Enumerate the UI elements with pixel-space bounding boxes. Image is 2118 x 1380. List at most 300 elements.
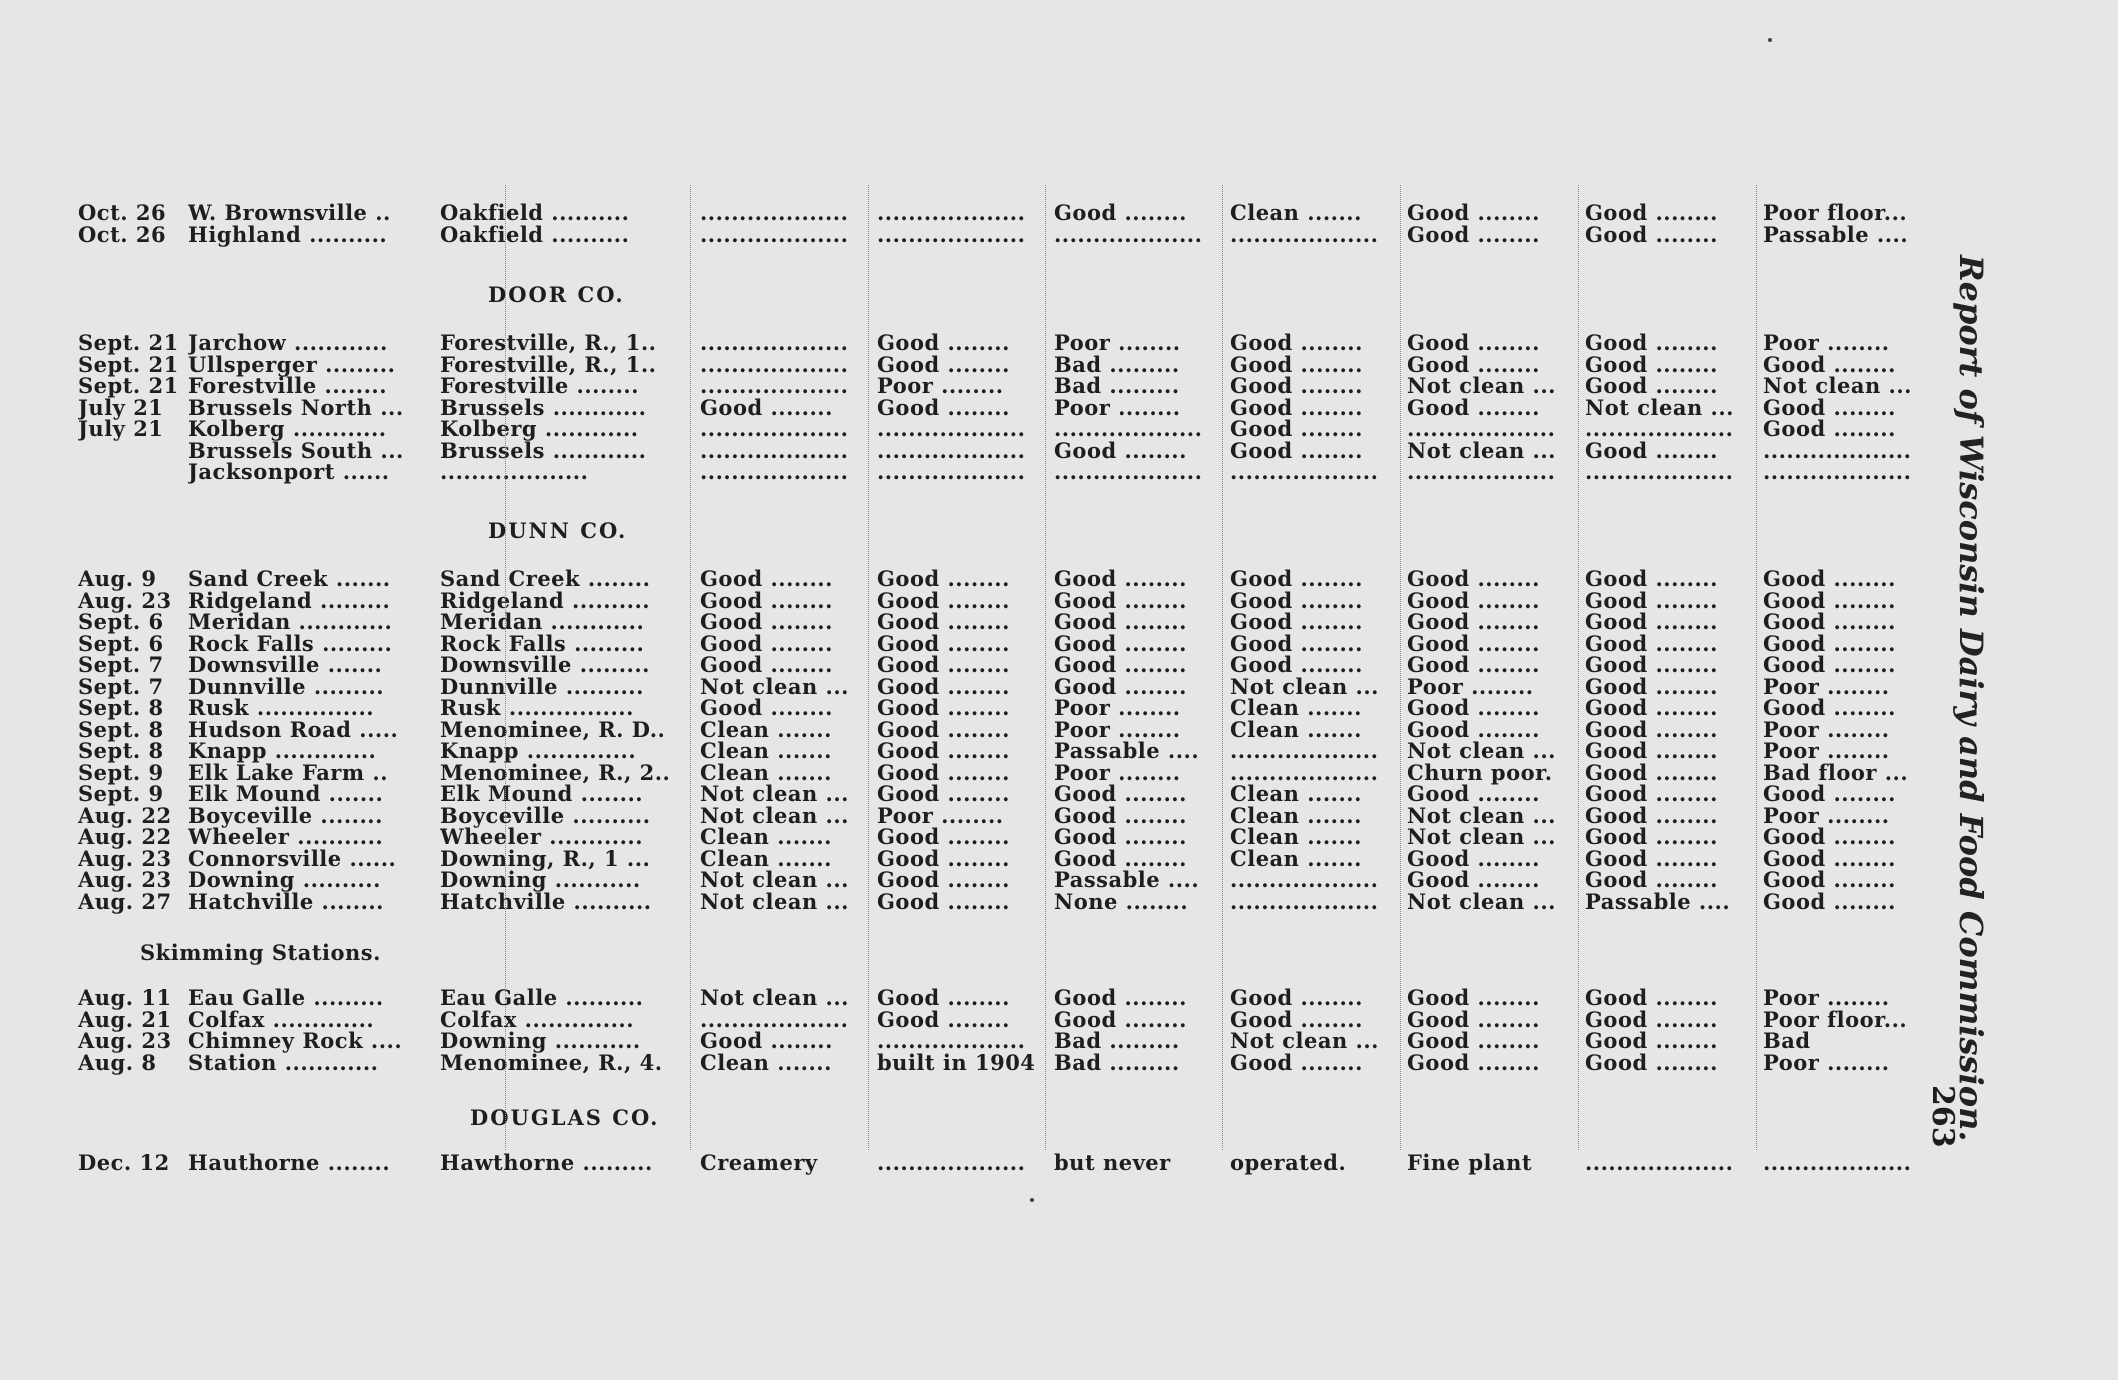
- cell-date: Aug. 23: [78, 845, 172, 871]
- cell-c4: Good ........: [1230, 630, 1363, 656]
- cell-c6: Good ........: [1585, 566, 1718, 591]
- cell-c6: Good ........: [1585, 716, 1718, 742]
- cell-c2: Poor ........: [877, 802, 1004, 828]
- cell-date: Aug. 23: [78, 867, 172, 892]
- cell-c4: Good ........: [1230, 1006, 1363, 1032]
- cell-c4: Clean .......: [1230, 716, 1362, 742]
- cell-c7: Bad: [1763, 1028, 1811, 1053]
- cell-c7: Good ........: [1763, 566, 1896, 591]
- cell-c1: Good ........: [700, 394, 833, 420]
- section-heading: DUNN CO.: [488, 518, 628, 543]
- cell-c5: Poor ........: [1407, 673, 1534, 699]
- cell-c7: Poor ........: [1763, 673, 1890, 699]
- cell-c1: Good ........: [700, 1028, 833, 1053]
- cell-name: Kolberg ............: [188, 416, 387, 441]
- cell-name: Jarchow ............: [188, 330, 388, 355]
- cell-c2: Good ........: [877, 609, 1010, 634]
- cell-c1: Not clean ...: [700, 985, 849, 1010]
- cell-c4: Good ........: [1230, 566, 1363, 591]
- cell-c3: Poor ........: [1054, 759, 1181, 785]
- cell-c7: Good ........: [1763, 351, 1896, 377]
- cell-c7: ...................: [1763, 1150, 1912, 1175]
- cell-c7: Bad floor ...: [1763, 759, 1909, 785]
- cell-c6: Good ........: [1585, 609, 1718, 634]
- cell-po: Ridgeland ..........: [440, 587, 651, 613]
- cell-c4: Good ........: [1230, 351, 1363, 377]
- cell-c7: Good ........: [1763, 781, 1896, 806]
- cell-c1: ...................: [700, 351, 849, 377]
- cell-c1: Not clean ...: [700, 888, 849, 914]
- cell-c5: Good ........: [1407, 716, 1540, 742]
- cell-c5: Good ........: [1407, 1006, 1540, 1032]
- cell-c1: Good ........: [700, 695, 833, 720]
- cell-c6: Good ........: [1585, 824, 1718, 849]
- cell-date: Sept. 8: [78, 738, 164, 763]
- cell-c6: ...................: [1585, 459, 1734, 484]
- cell-c1: Not clean ...: [700, 802, 849, 828]
- cell-date: Sept. 9: [78, 759, 164, 785]
- cell-c2: Good ........: [877, 587, 1010, 613]
- cell-c2: ...................: [877, 221, 1026, 247]
- cell-c1: Good ........: [700, 652, 833, 677]
- cell-c7: ...................: [1763, 437, 1912, 463]
- cell-c5: Good ........: [1407, 330, 1540, 355]
- cell-c1: Good ........: [700, 587, 833, 613]
- cell-c4: Good ........: [1230, 416, 1363, 441]
- cell-c1: Good ........: [700, 609, 833, 634]
- cell-c2: Good ........: [877, 673, 1010, 699]
- cell-c6: Good ........: [1585, 330, 1718, 355]
- cell-c7: Passable ....: [1763, 221, 1909, 247]
- cell-c7: Poor floor...: [1763, 200, 1908, 225]
- cell-c6: Passable ....: [1585, 888, 1731, 914]
- cell-c5: Not clean ...: [1407, 824, 1556, 849]
- cell-date: Aug. 21: [78, 1006, 172, 1032]
- cell-c5: Good ........: [1407, 394, 1540, 420]
- cell-name: Jacksonport ......: [188, 459, 390, 484]
- cell-c2: Good ........: [877, 566, 1010, 591]
- cell-c4: Good ........: [1230, 330, 1363, 355]
- cell-c5: Good ........: [1407, 1028, 1540, 1053]
- cell-c2: Good ........: [877, 781, 1010, 806]
- cell-date: Aug. 9: [78, 566, 157, 591]
- cell-c3: Good ........: [1054, 824, 1187, 849]
- cell-c1: Not clean ...: [700, 673, 849, 699]
- cell-c1: Good ........: [700, 630, 833, 656]
- cell-c6: Good ........: [1585, 221, 1718, 247]
- paper-speck: [1030, 1198, 1034, 1202]
- cell-date: Sept. 21: [78, 330, 179, 355]
- cell-c3: Good ........: [1054, 609, 1187, 634]
- cell-date: Sept. 7: [78, 652, 164, 677]
- cell-c7: Poor ........: [1763, 985, 1890, 1010]
- cell-c7: ...................: [1763, 459, 1912, 484]
- column-rule: [505, 185, 506, 1150]
- cell-po: Rock Falls .........: [440, 630, 645, 656]
- cell-c5: Good ........: [1407, 845, 1540, 871]
- cell-c2: ...................: [877, 437, 1026, 463]
- cell-c4: Clean .......: [1230, 781, 1362, 806]
- cell-po: Oakfield ..........: [440, 221, 630, 247]
- cell-c3: but never: [1054, 1150, 1171, 1175]
- cell-c4: operated.: [1230, 1150, 1347, 1175]
- cell-po: Kolberg ............: [440, 416, 639, 441]
- paper-speck: [1768, 38, 1772, 42]
- cell-c7: Good ........: [1763, 824, 1896, 849]
- cell-c1: Not clean ...: [700, 781, 849, 806]
- cell-c5: Good ........: [1407, 695, 1540, 720]
- cell-date: Oct. 26: [78, 200, 167, 225]
- cell-c1: ...................: [700, 1006, 849, 1032]
- section-heading: DOOR CO.: [488, 282, 625, 307]
- cell-c6: Good ........: [1585, 802, 1718, 828]
- cell-c7: Poor ........: [1763, 738, 1890, 763]
- cell-c3: Good ........: [1054, 985, 1187, 1010]
- cell-c2: Good ........: [877, 652, 1010, 677]
- cell-c4: Clean .......: [1230, 845, 1362, 871]
- cell-c7: Good ........: [1763, 587, 1896, 613]
- cell-date: Aug. 11: [78, 985, 172, 1010]
- cell-date: Aug. 27: [78, 888, 172, 914]
- column-rule: [1222, 185, 1223, 1150]
- section-heading: DOUGLAS CO.: [470, 1105, 660, 1130]
- cell-c3: Good ........: [1054, 1006, 1187, 1032]
- cell-po: Rusk ................: [440, 695, 634, 720]
- cell-c4: Good ........: [1230, 437, 1363, 463]
- cell-c3: Good ........: [1054, 845, 1187, 871]
- cell-c1: Not clean ...: [700, 867, 849, 892]
- cell-c5: Good ........: [1407, 1049, 1540, 1075]
- cell-c3: Good ........: [1054, 652, 1187, 677]
- cell-c2: Good ........: [877, 630, 1010, 656]
- cell-po: Downing, R., 1 ...: [440, 845, 651, 871]
- column-rule: [1400, 185, 1401, 1150]
- cell-c4: Good ........: [1230, 394, 1363, 420]
- cell-name: Downsville .......: [188, 652, 383, 677]
- cell-c2: Good ........: [877, 394, 1010, 420]
- cell-c2: Good ........: [877, 824, 1010, 849]
- cell-c5: Not clean ...: [1407, 888, 1556, 914]
- cell-name: Elk Lake Farm ..: [188, 759, 389, 785]
- cell-c5: Not clean ...: [1407, 437, 1556, 463]
- cell-c2: Good ........: [877, 1006, 1010, 1032]
- cell-c4: Good ........: [1230, 587, 1363, 613]
- cell-c2: Good ........: [877, 867, 1010, 892]
- cell-c3: Poor ........: [1054, 695, 1181, 720]
- cell-c3: Poor ........: [1054, 394, 1181, 420]
- cell-c4: ...................: [1230, 888, 1379, 914]
- cell-c3: ...................: [1054, 459, 1203, 484]
- cell-c5: Good ........: [1407, 221, 1540, 247]
- cell-name: Rock Falls .........: [188, 630, 393, 656]
- cell-po: Sand Creek ........: [440, 566, 651, 591]
- cell-date: Dec. 12: [78, 1150, 170, 1175]
- cell-c4: Clean .......: [1230, 695, 1362, 720]
- cell-c4: ...................: [1230, 221, 1379, 247]
- cell-po: Forestville, R., 1..: [440, 351, 657, 377]
- cell-c1: ...................: [700, 373, 849, 398]
- cell-name: Eau Galle .........: [188, 985, 384, 1010]
- cell-c6: ...................: [1585, 1150, 1734, 1175]
- cell-c7: Good ........: [1763, 695, 1896, 720]
- cell-c7: Good ........: [1763, 845, 1896, 871]
- cell-c2: Poor ........: [877, 373, 1004, 398]
- cell-c4: Clean .......: [1230, 824, 1362, 849]
- cell-name: Hatchville ........: [188, 888, 384, 914]
- cell-c3: Bad .........: [1054, 373, 1180, 398]
- cell-c4: Good ........: [1230, 652, 1363, 677]
- column-rule: [868, 185, 869, 1150]
- cell-name: Knapp .............: [188, 738, 377, 763]
- cell-date: Aug. 22: [78, 824, 172, 849]
- cell-c3: Good ........: [1054, 200, 1187, 225]
- cell-c4: ...................: [1230, 738, 1379, 763]
- cell-c6: Good ........: [1585, 695, 1718, 720]
- cell-name: Downing ..........: [188, 867, 381, 892]
- cell-c2: Good ........: [877, 985, 1010, 1010]
- cell-c1: ...................: [700, 416, 849, 441]
- cell-c5: ...................: [1407, 459, 1556, 484]
- cell-c2: ...................: [877, 1028, 1026, 1053]
- cell-po: Boyceville ..........: [440, 802, 651, 828]
- cell-c5: Fine plant: [1407, 1150, 1533, 1175]
- column-rule: [1045, 185, 1046, 1150]
- cell-c6: Good ........: [1585, 845, 1718, 871]
- cell-c2: ...................: [877, 200, 1026, 225]
- cell-c6: Good ........: [1585, 781, 1718, 806]
- cell-date: Sept. 21: [78, 373, 179, 398]
- cell-c6: Good ........: [1585, 351, 1718, 377]
- cell-po: Menominee, R., 4.: [440, 1049, 663, 1075]
- cell-name: Hudson Road .....: [188, 716, 399, 742]
- cell-po: Oakfield ..........: [440, 200, 630, 225]
- cell-c2: Good ........: [877, 351, 1010, 377]
- cell-date: Sept. 6: [78, 630, 164, 656]
- cell-name: Ullsperger .........: [188, 351, 396, 377]
- cell-c6: Good ........: [1585, 1028, 1718, 1053]
- cell-c5: Not clean ...: [1407, 738, 1556, 763]
- cell-po: Forestville, R., 1..: [440, 330, 657, 355]
- cell-c5: Good ........: [1407, 566, 1540, 591]
- cell-po: Brussels ............: [440, 437, 647, 463]
- cell-name: Brussels North ...: [188, 394, 404, 420]
- cell-c5: Good ........: [1407, 351, 1540, 377]
- cell-c1: ...................: [700, 330, 849, 355]
- cell-date: Aug. 22: [78, 802, 172, 828]
- cell-po: Downsville .........: [440, 652, 650, 677]
- column-rule: [690, 185, 691, 1150]
- cell-c2: built in 1904: [877, 1049, 1036, 1075]
- cell-po: Wheeler ............: [440, 824, 644, 849]
- cell-date: Sept. 7: [78, 673, 164, 699]
- cell-c5: Good ........: [1407, 781, 1540, 806]
- cell-date: Sept. 8: [78, 695, 164, 720]
- cell-c6: Good ........: [1585, 630, 1718, 656]
- cell-c5: Churn poor.: [1407, 759, 1553, 785]
- cell-c6: Good ........: [1585, 738, 1718, 763]
- cell-c1: Clean .......: [700, 759, 832, 785]
- cell-date: July 21: [78, 416, 164, 441]
- cell-c1: ...................: [700, 437, 849, 463]
- cell-po: Forestville ........: [440, 373, 640, 398]
- cell-name: Brussels South ...: [188, 437, 404, 463]
- column-rule: [1756, 185, 1757, 1150]
- cell-c1: Clean .......: [700, 824, 832, 849]
- cell-c4: Good ........: [1230, 985, 1363, 1010]
- cell-c5: Good ........: [1407, 630, 1540, 656]
- cell-c3: ...................: [1054, 416, 1203, 441]
- cell-c3: Good ........: [1054, 673, 1187, 699]
- cell-name: Elk Mound .......: [188, 781, 384, 806]
- cell-c7: Good ........: [1763, 867, 1896, 892]
- cell-c1: ...................: [700, 459, 849, 484]
- cell-name: W. Brownsville ..: [188, 200, 391, 225]
- cell-c6: Good ........: [1585, 1006, 1718, 1032]
- cell-date: Sept. 6: [78, 609, 164, 634]
- cell-date: Sept. 9: [78, 781, 164, 806]
- cell-po: Colfax ..............: [440, 1006, 635, 1032]
- cell-c2: Good ........: [877, 330, 1010, 355]
- cell-c4: Not clean ...: [1230, 1028, 1379, 1053]
- cell-po: Hawthorne .........: [440, 1150, 653, 1175]
- cell-c6: Good ........: [1585, 867, 1718, 892]
- cell-date: July 21: [78, 394, 164, 420]
- cell-c1: Clean .......: [700, 716, 832, 742]
- cell-date: Aug. 23: [78, 587, 172, 613]
- cell-c3: Poor ........: [1054, 716, 1181, 742]
- cell-c2: ...................: [877, 459, 1026, 484]
- cell-po: Meridan ............: [440, 609, 645, 634]
- cell-po: Eau Galle ..........: [440, 985, 644, 1010]
- cell-c2: ...................: [877, 1150, 1026, 1175]
- cell-c3: Passable ....: [1054, 738, 1200, 763]
- cell-c2: Good ........: [877, 695, 1010, 720]
- page-number: 263: [1925, 1085, 1960, 1148]
- cell-c3: Good ........: [1054, 802, 1187, 828]
- cell-name: Boyceville ........: [188, 802, 383, 828]
- cell-c6: Good ........: [1585, 587, 1718, 613]
- cell-name: Chimney Rock ....: [188, 1028, 403, 1053]
- cell-c7: Good ........: [1763, 416, 1896, 441]
- cell-c3: Bad .........: [1054, 1028, 1180, 1053]
- cell-name: Hauthorne ........: [188, 1150, 391, 1175]
- cell-name: Meridan ............: [188, 609, 393, 634]
- cell-c3: Bad .........: [1054, 1049, 1180, 1075]
- cell-c2: Good ........: [877, 759, 1010, 785]
- cell-name: Colfax .............: [188, 1006, 375, 1032]
- cell-c7: Poor floor...: [1763, 1006, 1908, 1032]
- cell-date: Sept. 21: [78, 351, 179, 377]
- cell-c7: Good ........: [1763, 652, 1896, 677]
- cell-c4: Good ........: [1230, 1049, 1363, 1075]
- cell-c5: Good ........: [1407, 985, 1540, 1010]
- cell-c5: ...................: [1407, 416, 1556, 441]
- cell-c5: Good ........: [1407, 587, 1540, 613]
- cell-c7: Poor ........: [1763, 1049, 1890, 1075]
- cell-c2: Good ........: [877, 738, 1010, 763]
- cell-c5: Good ........: [1407, 652, 1540, 677]
- cell-c6: Good ........: [1585, 373, 1718, 398]
- cell-c6: Good ........: [1585, 652, 1718, 677]
- cell-c3: Poor ........: [1054, 330, 1181, 355]
- cell-c7: Not clean ...: [1763, 373, 1912, 398]
- cell-po: Brussels ............: [440, 394, 647, 420]
- cell-c3: Good ........: [1054, 781, 1187, 806]
- cell-c6: Good ........: [1585, 985, 1718, 1010]
- cell-c1: ...................: [700, 200, 849, 225]
- cell-c3: ...................: [1054, 221, 1203, 247]
- cell-c4: Clean .......: [1230, 200, 1362, 225]
- cell-c6: Good ........: [1585, 673, 1718, 699]
- cell-c4: Good ........: [1230, 609, 1363, 634]
- cell-c3: Good ........: [1054, 566, 1187, 591]
- cell-name: Wheeler ...........: [188, 824, 384, 849]
- cell-c3: Good ........: [1054, 587, 1187, 613]
- cell-po: Dunnville ..........: [440, 673, 644, 699]
- cell-po: Downing ...........: [440, 1028, 641, 1053]
- cell-po: ...................: [440, 459, 589, 484]
- cell-po: Menominee, R. D..: [440, 716, 666, 742]
- cell-c5: Good ........: [1407, 200, 1540, 225]
- cell-c1: Good ........: [700, 566, 833, 591]
- cell-c7: Poor ........: [1763, 716, 1890, 742]
- cell-name: Forestville ........: [188, 373, 388, 398]
- cell-name: Station ............: [188, 1049, 379, 1075]
- cell-c6: Good ........: [1585, 437, 1718, 463]
- column-rule: [1578, 185, 1579, 1150]
- cell-c7: Poor ........: [1763, 330, 1890, 355]
- cell-name: Highland ..........: [188, 221, 388, 247]
- cell-c5: Good ........: [1407, 609, 1540, 634]
- cell-po: Knapp ..............: [440, 738, 637, 763]
- cell-name: Ridgeland .........: [188, 587, 391, 613]
- cell-c4: Not clean ...: [1230, 673, 1379, 699]
- cell-c6: Not clean ...: [1585, 394, 1734, 420]
- cell-c6: ...................: [1585, 416, 1734, 441]
- cell-c6: Good ........: [1585, 759, 1718, 785]
- running-head: Report of Wisconsin Dairy and Food Commission.: [1952, 255, 1990, 1142]
- cell-c7: Good ........: [1763, 888, 1896, 914]
- cell-name: Dunnville .........: [188, 673, 385, 699]
- cell-po: Menominee, R., 2..: [440, 759, 671, 785]
- cell-c6: Good ........: [1585, 200, 1718, 225]
- cell-c2: Good ........: [877, 888, 1010, 914]
- cell-date: Aug. 8: [78, 1049, 157, 1075]
- cell-c7: Good ........: [1763, 630, 1896, 656]
- cell-c6: Good ........: [1585, 1049, 1718, 1075]
- cell-name: Connorsville ......: [188, 845, 397, 871]
- cell-c3: Passable ....: [1054, 867, 1200, 892]
- cell-po: Elk Mound ........: [440, 781, 644, 806]
- cell-c2: ...................: [877, 416, 1026, 441]
- cell-c7: Good ........: [1763, 394, 1896, 420]
- cell-name: Rusk ...............: [188, 695, 375, 720]
- cell-c3: Bad .........: [1054, 351, 1180, 377]
- cell-date: Oct. 26: [78, 221, 167, 247]
- cell-c1: Clean .......: [700, 738, 832, 763]
- cell-c7: Poor ........: [1763, 802, 1890, 828]
- cell-c3: Good ........: [1054, 437, 1187, 463]
- cell-c5: Not clean ...: [1407, 802, 1556, 828]
- cell-po: Hatchville ..........: [440, 888, 652, 914]
- cell-c3: Good ........: [1054, 630, 1187, 656]
- cell-c4: Clean .......: [1230, 802, 1362, 828]
- cell-c5: Not clean ...: [1407, 373, 1556, 398]
- cell-c3: None ........: [1054, 888, 1189, 914]
- cell-c1: Clean .......: [700, 1049, 832, 1075]
- cell-c1: Creamery: [700, 1150, 818, 1175]
- cell-c2: Good ........: [877, 716, 1010, 742]
